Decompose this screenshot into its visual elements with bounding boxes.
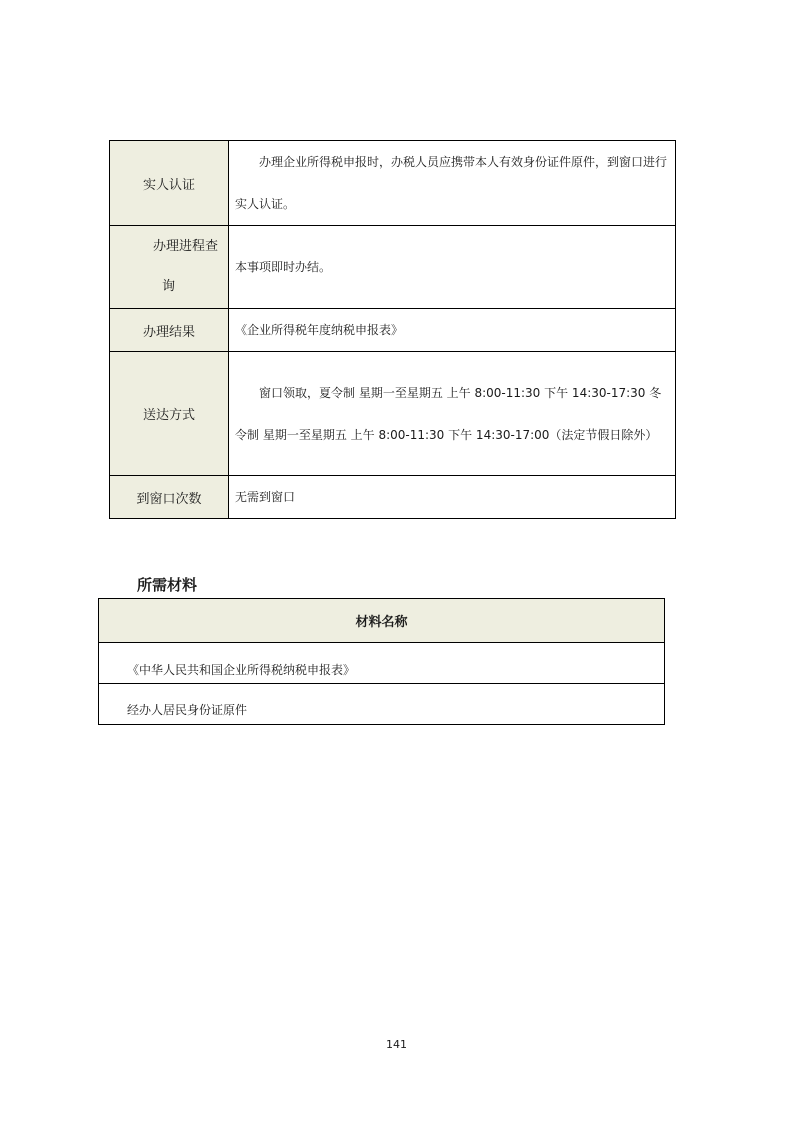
table-row — [99, 684, 665, 725]
row-value: 办理企业所得税申报时，办税人员应携带本人有效身份证件原件，到窗口进行实人认证。 — [229, 141, 676, 226]
info-table — [109, 140, 676, 519]
table-row — [110, 476, 676, 519]
row-value: 窗口领取，夏令制 星期一至星期五 上午 8:00-11:30 下午 14:30-17:30 冬令制 星期一至星期五 上午 8:00-11:30 下午 14:30-17:00（法定节假日除外） — [229, 352, 676, 476]
row-label: 送达方式 — [110, 352, 229, 476]
row-value: 《企业所得税年度纳税申报表》 — [229, 309, 676, 352]
table-header-row — [99, 599, 665, 643]
row-label-line-2: 询 — [162, 279, 176, 294]
table-row — [110, 309, 676, 352]
column-header: 材料名称 — [99, 599, 665, 643]
materials-table — [98, 598, 665, 725]
section-title: 所需材料 — [137, 576, 198, 594]
table-row — [110, 352, 676, 476]
table-row — [99, 643, 665, 684]
material-item: 《中华人民共和国企业所得税纳税申报表》 — [99, 643, 665, 684]
row-value: 无需到窗口 — [229, 476, 676, 519]
row-label: 实人认证 — [110, 141, 229, 226]
row-value: 本事项即时办结。 — [229, 226, 676, 309]
table-row — [110, 226, 676, 309]
row-label: 办理结果 — [110, 309, 229, 352]
page-number: 141 — [386, 1038, 407, 1051]
material-item: 经办人居民身份证原件 — [99, 684, 665, 725]
row-label-line-1: 办理进程查 — [152, 239, 218, 254]
table-row — [110, 141, 676, 226]
row-label — [110, 226, 229, 309]
row-label: 到窗口次数 — [110, 476, 229, 519]
